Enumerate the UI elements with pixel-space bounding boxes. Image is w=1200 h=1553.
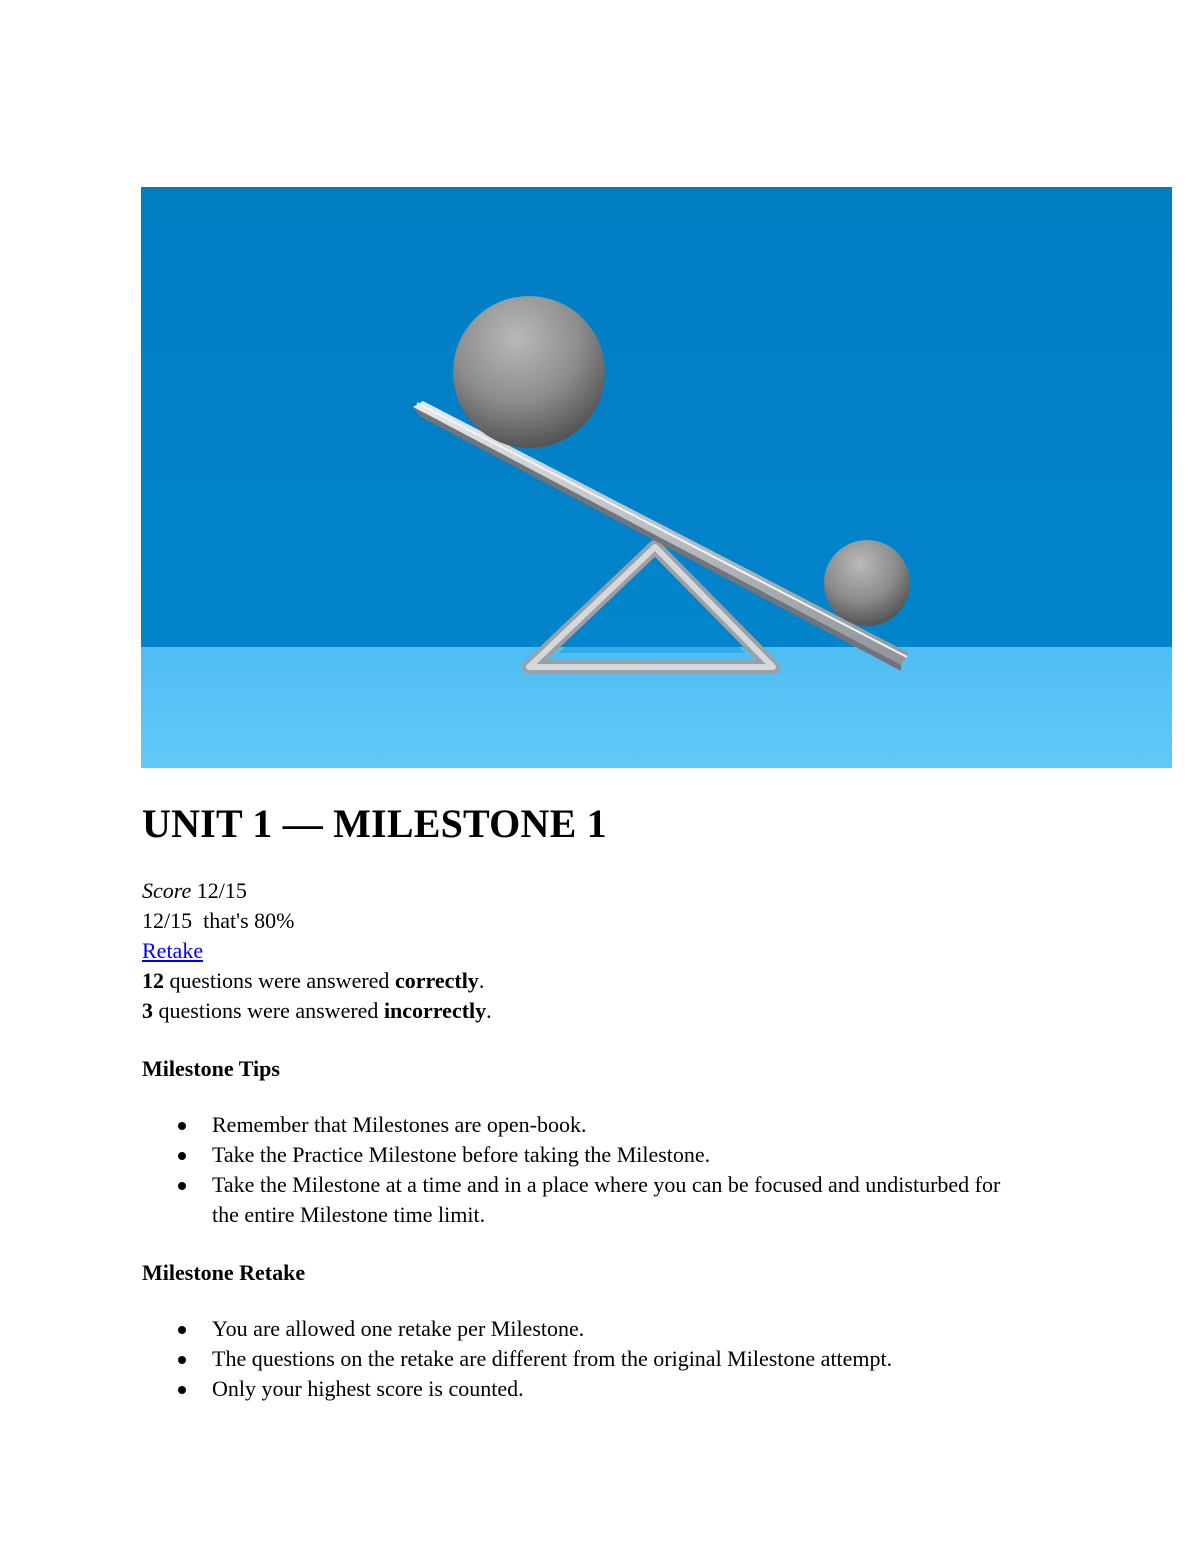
correct-period: .	[478, 968, 485, 993]
list-item: Take the Practice Milestone before taking the Milestone.	[212, 1140, 1142, 1170]
retake-line	[142, 936, 1142, 966]
list-item: Remember that Milestones are open-book.	[212, 1110, 1142, 1140]
document-body	[142, 800, 1142, 1404]
incorrect-text: questions were answered	[153, 998, 384, 1023]
correct-count: 12	[142, 968, 164, 993]
retake-link[interactable]: Retake	[142, 938, 204, 963]
score-line	[142, 876, 1142, 906]
score-summary: 12/15 that's 80%	[142, 908, 295, 933]
correct-result	[142, 966, 1142, 996]
list-item: The questions on the retake are different from the original Milestone attempt.	[212, 1344, 1142, 1374]
incorrect-word: incorrectly	[383, 998, 487, 1023]
list-item: You are allowed one retake per Milestone.	[212, 1314, 1142, 1344]
incorrect-result	[142, 996, 1142, 1026]
tips-heading: Milestone Tips	[142, 1056, 280, 1081]
score-value: 12/15	[196, 878, 247, 903]
page-title: UNIT 1 — MILESTONE 1	[142, 801, 607, 846]
large-sphere	[453, 296, 605, 448]
tips-list	[142, 1110, 1142, 1230]
retake-heading: Milestone Retake	[142, 1260, 306, 1285]
list-item: Only your highest score is counted.	[212, 1374, 1142, 1404]
correct-word: correctly	[394, 968, 479, 993]
list-item: Take the Milestone at a time and in a place where you can be focused and undisturbed for the entire Milestone time limit.	[212, 1170, 1142, 1230]
retake-list	[142, 1314, 1142, 1404]
small-sphere	[824, 540, 910, 626]
score-label: Score	[142, 878, 192, 903]
correct-text: questions were answered	[164, 968, 395, 993]
hero-image	[141, 187, 1172, 768]
incorrect-period: .	[486, 998, 492, 1023]
incorrect-count: 3	[142, 998, 153, 1023]
